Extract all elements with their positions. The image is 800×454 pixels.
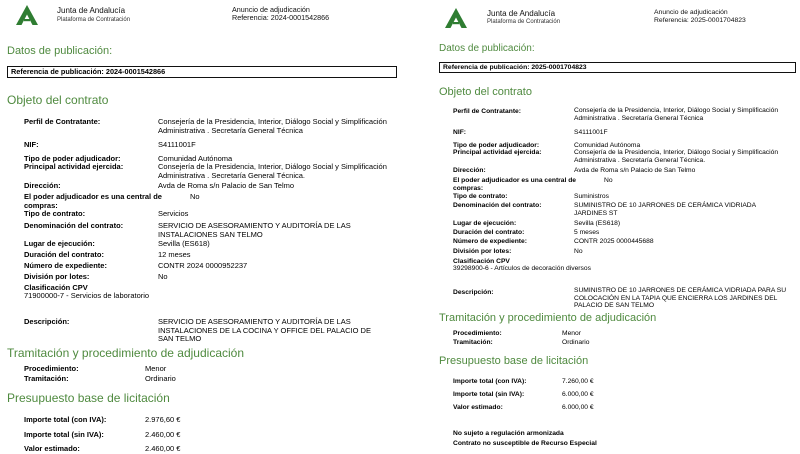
valor-estimado-value: 2.460,00 € <box>145 444 181 453</box>
descripcion-value: SERVICIO DE ASESORAMIENTO Y AUDITORÍA DE LAS INSTALACIONES DE LA COCINA Y OFFICE DEL PALACIO DE SAN TELMO <box>158 317 371 343</box>
tramitacion-label: Tramitación: <box>24 374 69 383</box>
tramitacion-label: Tramitación: <box>453 339 493 346</box>
direccion-value: Avda de Roma s/n Palacio de San Telmo <box>574 167 696 174</box>
header-reference: Referencia: 2025-0001704823 <box>654 17 746 24</box>
duracion-label: Duración del contrato: <box>24 250 105 259</box>
expediente-value: CONTR 2025 0000445688 <box>574 238 654 245</box>
expediente-label: Número de expediente: <box>24 261 107 270</box>
procedimiento-label: Procedimiento: <box>453 330 502 337</box>
lotes-label: División por lotes: <box>453 248 512 255</box>
cpv-label: Clasificación CPV <box>24 283 88 292</box>
publication-reference: Referencia de publicación: 2024-0001542866 <box>11 67 166 76</box>
lotes-value: No <box>158 272 168 281</box>
publication-data-title: Datos de publicación: <box>439 43 535 54</box>
publication-reference: Referencia de publicación: 2025-0001704823 <box>443 64 587 71</box>
nif-value: S4111001F <box>158 140 196 149</box>
lugar-label: Lugar de ejecución: <box>24 239 95 248</box>
expediente-value: CONTR 2024 0000952237 <box>158 261 248 270</box>
tipo-poder-label: Tipo de poder adjudicador: <box>453 142 540 149</box>
cpv-value: 71900000-7 - Servicios de laboratorio <box>24 291 150 300</box>
denominacion-value: SERVICIO DE ASESORAMIENTO Y AUDITORÍA DE LAS INSTALACIONES SAN TELMO <box>158 221 351 239</box>
publication-reference-box <box>7 66 397 78</box>
cpv-label: Clasificación CPV <box>453 258 510 265</box>
publication-data-title: Datos de publicación: <box>7 45 113 57</box>
nif-label: NIF: <box>24 140 39 149</box>
direccion-label: Dirección: <box>453 167 486 174</box>
principal-activity-value: Consejería de la Presidencia, Interior, Diálogo Social y Simplificación Administrativa . Secretaría General Técnica. <box>158 162 387 180</box>
brand-subtitle: Plataforma de Contratación <box>57 17 131 23</box>
perfil-value: Consejería de la Presidencia, Interior, Diálogo Social y Simplificación Administrativa . Secretaría General Técnica <box>574 107 779 122</box>
duracion-label: Duración del contrato: <box>453 229 525 236</box>
central-compras-value: No <box>604 177 613 184</box>
importe-con-iva-value: 7.260,00 € <box>562 378 594 385</box>
tipo-contrato-label: Tipo de contrato: <box>24 209 86 218</box>
perfil-label: Perfil de Contratante: <box>24 117 101 126</box>
tramitacion-value: Ordinario <box>145 374 176 383</box>
note-recurso-especial: Contrato no susceptible de Recurso Especial <box>453 440 597 447</box>
tramitacion-title: Tramitación y procedimiento de adjudicación <box>439 312 657 324</box>
valor-estimado-label: Valor estimado: <box>24 444 80 453</box>
brand-name: Junta de Andalucía <box>487 9 556 18</box>
lotes-value: No <box>574 248 583 255</box>
valor-estimado-value: 6.000,00 € <box>562 404 594 411</box>
procedimiento-value: Menor <box>562 330 581 337</box>
tramitacion-title: Tramitación y procedimiento de adjudicación <box>7 346 245 360</box>
junta-andalucia-logo-icon <box>445 8 467 28</box>
publication-reference-box <box>439 62 796 73</box>
perfil-label: Perfil de Contratante: <box>453 108 521 115</box>
importe-sin-iva-label: Importe total (sin IVA): <box>453 391 525 398</box>
tipo-poder-label: Tipo de poder adjudicador: <box>24 154 121 163</box>
denominacion-label: Denominación del contrato: <box>453 202 542 209</box>
central-compras-label: El poder adjudicador es una central de compras: <box>24 192 162 210</box>
importe-sin-iva-value: 6.000,00 € <box>562 391 594 398</box>
duracion-value: 5 meses <box>574 229 600 236</box>
importe-sin-iva-label: Importe total (sin IVA): <box>24 430 104 439</box>
principal-activity-label: Principal actividad ejercida: <box>453 149 542 156</box>
contract-object-title: Objeto del contrato <box>7 93 109 107</box>
header-notice-type: Anuncio de adjudicación <box>232 5 310 14</box>
lugar-value: Sevilla (ES618) <box>158 239 210 248</box>
central-compras-label: El poder adjudicador es una central de compras: <box>453 177 577 192</box>
brand-subtitle: Plataforma de Contratación <box>487 19 561 25</box>
brand-name: Junta de Andalucía <box>57 6 126 15</box>
direccion-label: Dirección: <box>24 181 61 190</box>
nif-label: NIF: <box>453 129 466 136</box>
expediente-label: Número de expediente: <box>453 238 527 245</box>
principal-activity-value: Consejería de la Presidencia, Interior, Diálogo Social y Simplificación Administrativa . Secretaría General Técnica. <box>574 149 779 164</box>
lotes-label: División por lotes: <box>24 272 90 281</box>
central-compras-value: No <box>190 192 200 201</box>
note-armonizada: No sujeto a regulación armonizada <box>453 430 564 437</box>
contract-object-title: Objeto del contrato <box>439 86 532 98</box>
valor-estimado-label: Valor estimado: <box>453 404 503 411</box>
junta-andalucia-logo-icon <box>16 5 38 25</box>
descripcion-label: Descripción: <box>24 317 70 326</box>
importe-sin-iva-value: 2.460,00 € <box>145 430 181 439</box>
tipo-contrato-value: Suministros <box>574 193 609 200</box>
procedimiento-value: Menor <box>145 364 167 373</box>
tipo-contrato-label: Tipo de contrato: <box>453 193 508 200</box>
denominacion-label: Denominación del contrato: <box>24 221 124 230</box>
presupuesto-title: Presupuesto base de licitación <box>7 391 170 405</box>
perfil-value: Consejería de la Presidencia, Interior, Diálogo Social y Simplificación Administrativa . Secretaría General Técnica <box>158 117 387 135</box>
importe-con-iva-label: Importe total (con IVA): <box>453 378 527 385</box>
principal-activity-label: Principal actividad ejercida: <box>24 162 124 171</box>
nif-value: S4111001F <box>574 129 608 136</box>
importe-con-iva-label: Importe total (con IVA): <box>24 415 107 424</box>
tipo-poder-value: Comunidad Autónoma <box>574 142 641 149</box>
tramitacion-value: Ordinario <box>562 339 590 346</box>
lugar-label: Lugar de ejecución: <box>453 220 517 227</box>
lugar-value: Sevilla (ES618) <box>574 220 621 227</box>
header-reference: Referencia: 2024-0001542866 <box>232 13 330 22</box>
tipo-poder-value: Comunidad Autónoma <box>158 154 233 163</box>
procedimiento-label: Procedimiento: <box>24 364 79 373</box>
tipo-contrato-value: Servicios <box>158 209 189 218</box>
presupuesto-title: Presupuesto base de licitación <box>439 355 589 367</box>
descripcion-label: Descripción: <box>453 289 494 296</box>
right-document <box>432 0 800 450</box>
descripcion-value: SUMINISTRO DE 10 JARRONES DE CERÁMICA VIDRIADA PARA SU COLOCACIÓN EN LA TAPIA QUE ENCIERRA LOS JARDINES DEL PALACIO DE SAN TELMO <box>574 287 787 310</box>
cpv-value: 39298900-6 - Artículos de decoración diversos <box>453 265 591 272</box>
direccion-value: Avda de Roma s/n Palacio de San Telmo <box>158 181 295 190</box>
importe-con-iva-value: 2.976,60 € <box>145 415 181 424</box>
duracion-value: 12 meses <box>158 250 191 259</box>
denominacion-value: SUMINISTRO DE 10 JARRONES DE CERÁMICA VIDRIADA JARDINES ST <box>574 202 756 217</box>
header-notice-type: Anuncio de adjudicación <box>654 9 728 16</box>
